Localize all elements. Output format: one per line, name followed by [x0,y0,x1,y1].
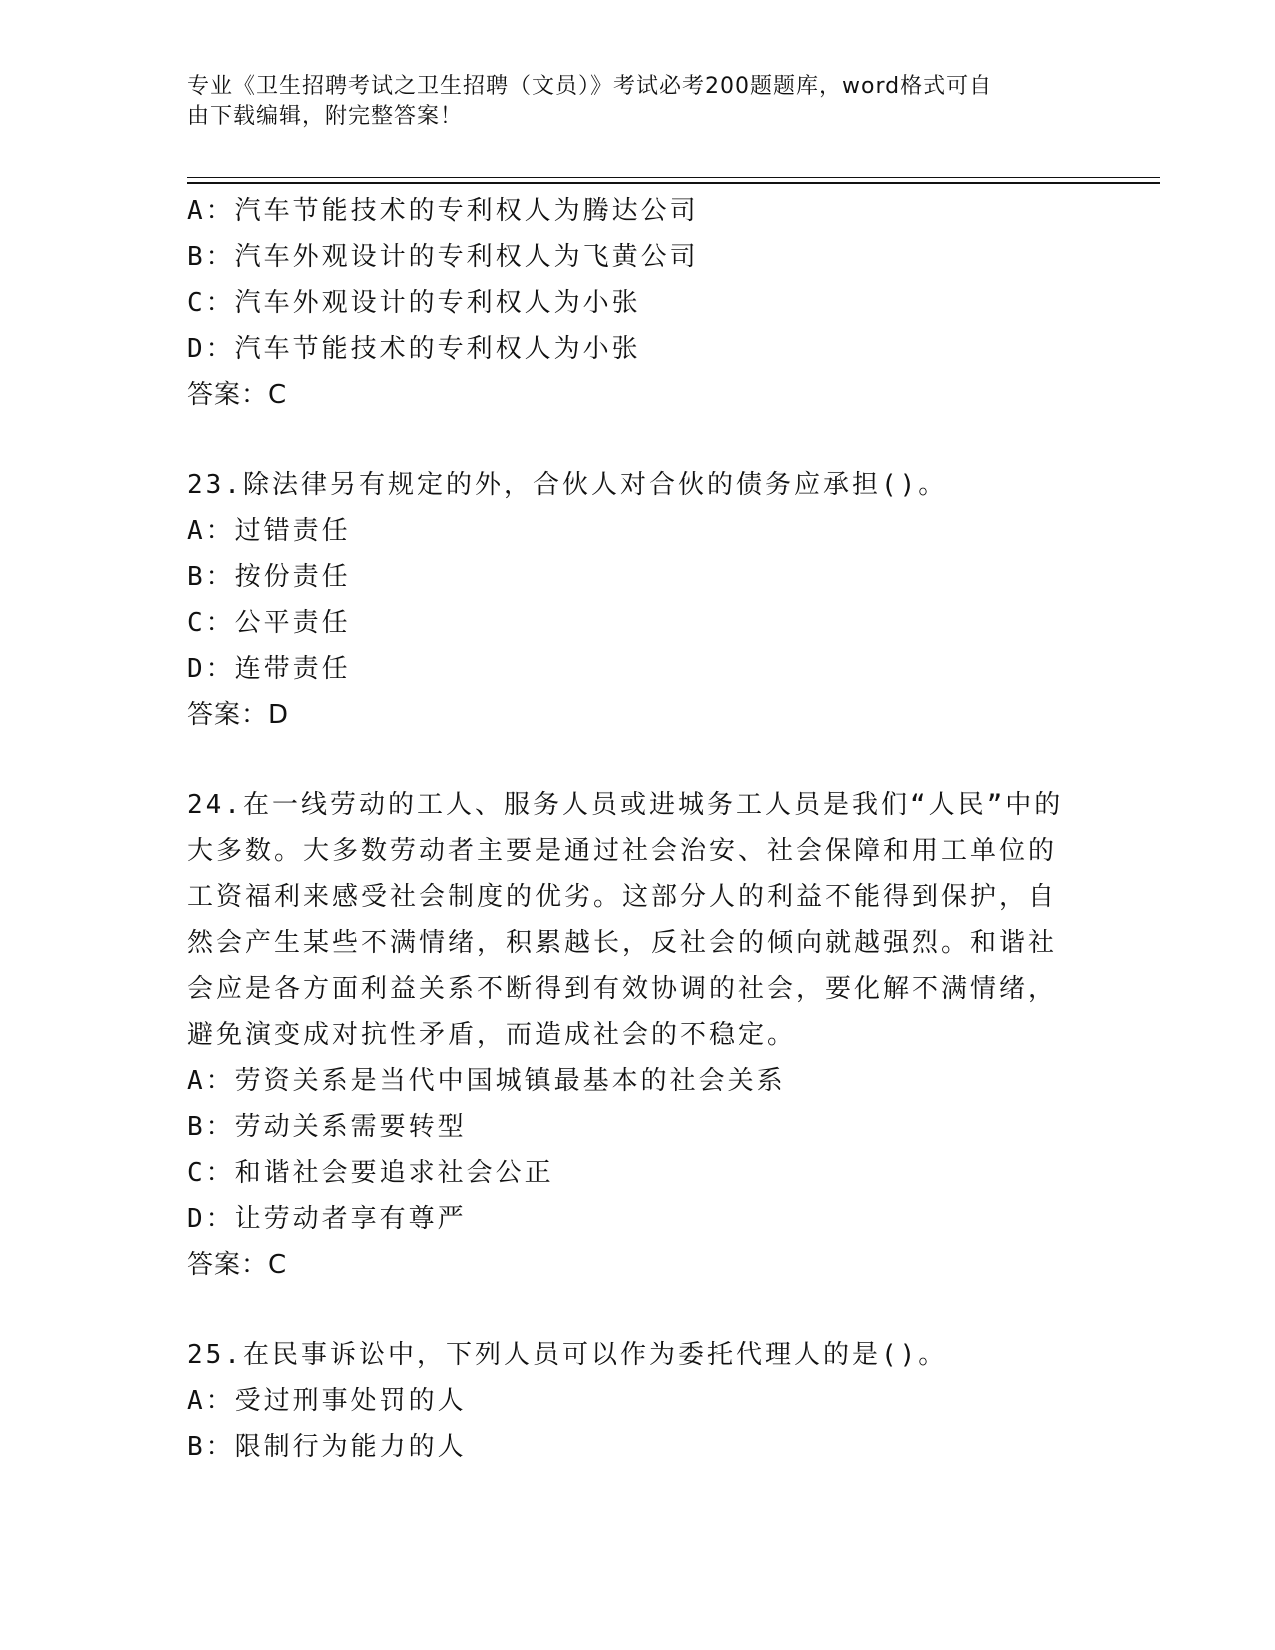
question-stem: 25.在民事诉讼中，下列人员可以作为委托代理人的是()。 [187,1340,948,1370]
header-divider-thin [187,177,1160,178]
option-d: D：连带责任 [187,654,351,684]
option-b: B：限制行为能力的人 [187,1432,467,1462]
answer: 答案：C [187,1250,288,1280]
option-a: A：受过刑事处罚的人 [187,1386,467,1416]
option-c: C：和谐社会要追求社会公正 [187,1158,554,1188]
header-line-1: 专业《卫生招聘考试之卫生招聘（文员）》考试必考200题题库，word格式可自 [187,74,993,99]
question-22 [187,188,1087,418]
question-23 [187,462,1087,738]
option-b: B：汽车外观设计的专利权人为飞黄公司 [187,242,699,272]
stem-line: 大多数。大多数劳动者主要是通过社会治安、社会保障和用工单位的 [187,836,1058,866]
stem-line: 然会产生某些不满情绪，积累越长，反社会的倾向就越强烈。和谐社 [187,928,1058,958]
option-c: C：公平责任 [187,608,351,638]
question-stem [187,782,1087,1058]
question-25 [187,1332,1087,1470]
header-line-2: 由下载编辑，附完整答案！ [187,104,464,129]
option-c: C：汽车外观设计的专利权人为小张 [187,288,641,318]
answer: 答案：D [187,700,290,730]
answer: 答案：C [187,380,288,410]
option-b: B：按份责任 [187,562,351,592]
question-list [187,188,1087,1470]
stem-line: 会应是各方面利益关系不断得到有效协调的社会，要化解不满情绪， [187,974,1058,1004]
option-d: D：汽车节能技术的专利权人为小张 [187,334,641,364]
option-a: A：汽车节能技术的专利权人为腾达公司 [187,196,699,226]
option-a: A：过错责任 [187,516,351,546]
option-a: A：劳资关系是当代中国城镇最基本的社会关系 [187,1066,786,1096]
stem-line: 工资福利来感受社会制度的优劣。这部分人的利益不能得到保护，自 [187,882,1058,912]
document-header [187,72,1067,132]
option-b: B：劳动关系需要转型 [187,1112,467,1142]
header-divider-thick [187,182,1160,184]
stem-line: 24.在一线劳动的工人、服务人员或进城务工人员是我们“人民”中的 [187,790,1064,820]
stem-line: 避免演变成对抗性矛盾，而造成社会的不稳定。 [187,1020,797,1050]
option-d: D：让劳动者享有尊严 [187,1204,467,1234]
question-24 [187,782,1087,1288]
question-stem: 23.除法律另有规定的外，合伙人对合伙的债务应承担()。 [187,470,948,500]
